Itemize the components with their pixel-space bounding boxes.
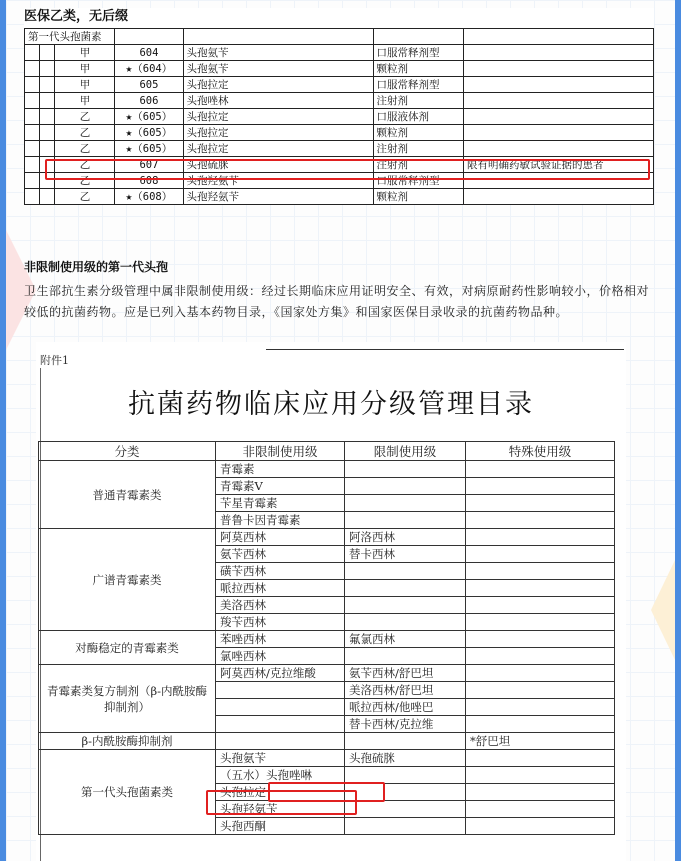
unrestricted-cell — [216, 682, 345, 699]
note-cell — [463, 61, 653, 77]
special-cell — [466, 801, 615, 818]
drug-name-cell: 头孢羟氨苄 — [183, 189, 373, 205]
blank-cell — [40, 141, 55, 157]
restricted-cell — [345, 580, 466, 597]
annex-label: 附件1 — [40, 354, 69, 367]
table-row — [25, 61, 654, 77]
number-cell — [115, 125, 183, 141]
drug-name-cell: 头孢拉定 — [183, 141, 373, 157]
blank-cell — [25, 77, 40, 93]
category-cell: 甲 — [55, 45, 115, 61]
table-row — [25, 109, 654, 125]
category-cell: 甲 — [55, 93, 115, 109]
table-row — [39, 733, 615, 750]
table-row — [25, 141, 654, 157]
group-name-cell: 广谱青霉素类 — [39, 529, 216, 631]
number-cell — [115, 61, 183, 77]
restricted-cell — [345, 801, 466, 818]
special-cell — [466, 682, 615, 699]
blank-cell — [25, 189, 40, 205]
number-cell — [115, 93, 183, 109]
number-text: 607 — [139, 159, 159, 171]
unrestricted-cell: 头孢拉定 — [216, 784, 345, 801]
dosage-form-cell: 口服常释剂型 — [373, 77, 463, 93]
group-name-cell: 普通青霉素类 — [39, 461, 216, 529]
blank-cell — [40, 45, 55, 61]
section-title: 医保乙类，无后缀 — [24, 9, 129, 24]
drug-name-cell: 头孢氨苄 — [183, 61, 373, 77]
number-text: 608 — [139, 175, 159, 187]
star-icon: ★ — [125, 190, 133, 203]
unrestricted-cell: 阿莫西林/克拉维酸 — [216, 665, 345, 682]
blank-cell — [25, 45, 40, 61]
table-row — [25, 125, 654, 141]
blank-cell — [25, 93, 40, 109]
blank-cell — [40, 125, 55, 141]
classification-table-body — [39, 461, 615, 835]
special-cell — [466, 614, 615, 631]
special-cell — [466, 648, 615, 665]
unrestricted-cell: 羧苄西林 — [216, 614, 345, 631]
special-cell — [466, 818, 615, 835]
category-cell: 乙 — [55, 109, 115, 125]
category-cell: 乙 — [55, 189, 115, 205]
special-cell — [466, 478, 615, 495]
number-text: （608） — [132, 191, 173, 203]
header-category: 分类 — [39, 442, 216, 461]
highlight-box-injection-row — [45, 159, 650, 180]
special-cell — [466, 784, 615, 801]
drug-name-cell: 头孢氨苄 — [183, 45, 373, 61]
restricted-cell — [345, 818, 466, 835]
special-cell — [466, 546, 615, 563]
star-icon: ★ — [125, 142, 133, 155]
special-cell — [466, 529, 615, 546]
star-icon: ★ — [125, 110, 133, 123]
scanned-document — [36, 342, 626, 861]
unrestricted-cell — [216, 716, 345, 733]
restricted-cell: 替卡西林 — [345, 546, 466, 563]
restricted-cell — [345, 512, 466, 529]
unrestricted-cell: 头孢氨苄 — [216, 750, 345, 767]
drug-name-cell: 头孢唑林 — [183, 93, 373, 109]
dosage-form-cell: 注射剂 — [373, 157, 463, 173]
note-cell: 限有明确药敏试验证据的患者 — [463, 157, 653, 173]
category-cell: 乙 — [55, 157, 115, 173]
note-cell — [463, 109, 653, 125]
unrestricted-cell: 苄星青霉素 — [216, 495, 345, 512]
category-cell: 乙 — [55, 173, 115, 189]
blank-cell — [25, 173, 40, 189]
blank-cell — [25, 125, 40, 141]
restricted-cell — [345, 648, 466, 665]
special-cell — [466, 665, 615, 682]
star-icon: ★ — [125, 126, 133, 139]
header-special: 特殊使用级 — [466, 442, 615, 461]
special-cell: *舒巴坦 — [466, 733, 615, 750]
blank-cell — [40, 61, 55, 77]
unrestricted-cell: 磺苄西林 — [216, 563, 345, 580]
note-cell — [463, 141, 653, 157]
restricted-cell: 替卡西林/克拉维 — [345, 716, 466, 733]
number-text: （605） — [132, 143, 173, 155]
special-cell — [466, 699, 615, 716]
unrestricted-cell: 美洛西林 — [216, 597, 345, 614]
unrestricted-cell: 氨苄西林 — [216, 546, 345, 563]
blank-cell — [40, 77, 55, 93]
note-cell — [463, 125, 653, 141]
number-text: （605） — [132, 111, 173, 123]
table-row — [25, 45, 654, 61]
number-cell — [115, 189, 183, 205]
top-divider — [266, 349, 624, 350]
table-row — [39, 529, 615, 546]
number-cell — [115, 109, 183, 125]
unrestricted-cell: 青霉素V — [216, 478, 345, 495]
dosage-form-cell: 颗粒剂 — [373, 189, 463, 205]
restricted-cell — [345, 767, 466, 784]
restricted-cell — [345, 597, 466, 614]
group-name-cell: 对酶稳定的青霉素类 — [39, 631, 216, 665]
classification-table — [38, 441, 615, 835]
header-restricted: 限制使用级 — [345, 442, 466, 461]
blank-cell — [25, 141, 40, 157]
dosage-form-cell: 颗粒剂 — [373, 125, 463, 141]
dosage-form-cell: 颗粒剂 — [373, 61, 463, 77]
table-row — [25, 93, 654, 109]
special-cell — [466, 461, 615, 478]
unrestricted-cell: 头孢西酮 — [216, 818, 345, 835]
number-text: 605 — [139, 79, 159, 91]
document-title: 抗菌药物临床应用分级管理目录 — [128, 389, 534, 420]
table-row — [39, 461, 615, 478]
number-text: （605） — [132, 127, 173, 139]
restricted-cell: 氨苄西林/舒巴坦 — [345, 665, 466, 682]
note-cell — [463, 45, 653, 61]
unrestricted-cell — [216, 733, 345, 750]
dosage-form-cell: 口服常释剂型 — [373, 45, 463, 61]
blank-cell — [40, 93, 55, 109]
group-name-cell: 第一代头孢菌素类 — [39, 750, 216, 835]
drug-name-cell: 头孢拉定 — [183, 109, 373, 125]
insurance-table-body — [25, 45, 654, 205]
drug-name-cell: 头孢硫脒 — [183, 157, 373, 173]
table-row — [39, 665, 615, 682]
description-title: 非限制使用级的第一代头孢 — [24, 260, 169, 274]
decorative-shape-right — [651, 560, 675, 660]
description-paragraph: 卫生部抗生素分级管理中属非限制使用级：经过长期临床应用证明安全、有效，对病原耐药性影响较小，价格相对较低的抗菌药物。应是已列入基本药物目录，《国家处方集》和国家医保目录收录的抗菌药物品种。 — [24, 284, 650, 319]
special-cell — [466, 597, 615, 614]
blank-cell — [40, 189, 55, 205]
header-unrestricted: 非限制使用级 — [216, 442, 345, 461]
drug-name-cell: 头孢羟氨苄 — [183, 173, 373, 189]
category-cell: 甲 — [55, 61, 115, 77]
special-cell — [466, 750, 615, 767]
note-cell — [463, 189, 653, 205]
special-cell — [466, 767, 615, 784]
dosage-form-cell: 口服常释剂型 — [373, 173, 463, 189]
restricted-cell: 阿洛西林 — [345, 529, 466, 546]
special-cell — [466, 512, 615, 529]
unrestricted-cell: 普鲁卡因青霉素 — [216, 512, 345, 529]
number-text: （604） — [132, 63, 173, 75]
dosage-form-cell: 口服液体剂 — [373, 109, 463, 125]
note-cell — [463, 93, 653, 109]
restricted-cell — [345, 733, 466, 750]
restricted-cell — [345, 614, 466, 631]
star-icon: ★ — [125, 62, 133, 75]
table-row — [39, 750, 615, 767]
restricted-cell — [345, 495, 466, 512]
drug-name-cell: 头孢拉定 — [183, 125, 373, 141]
blank-cell — [25, 157, 40, 173]
dosage-form-cell: 注射剂 — [373, 93, 463, 109]
special-cell — [466, 563, 615, 580]
number-cell — [115, 77, 183, 93]
table-subheader — [25, 29, 654, 45]
dosage-form-cell: 注射剂 — [373, 141, 463, 157]
unrestricted-cell: 苯唑西林 — [216, 631, 345, 648]
table-row — [25, 189, 654, 205]
category-cell: 乙 — [55, 125, 115, 141]
unrestricted-cell: 氯唑西林 — [216, 648, 345, 665]
blank-cell — [25, 109, 40, 125]
special-cell — [466, 631, 615, 648]
number-text: 606 — [139, 95, 159, 107]
unrestricted-cell — [216, 699, 345, 716]
drug-name-cell: 头孢拉定 — [183, 77, 373, 93]
restricted-cell: 头孢硫脒 — [345, 750, 466, 767]
restricted-cell: 美洛西林/舒巴坦 — [345, 682, 466, 699]
special-cell — [466, 716, 615, 733]
unrestricted-cell: 哌拉西林 — [216, 580, 345, 597]
highlight-box-cefradine — [206, 790, 357, 815]
description-section — [24, 258, 658, 323]
classification-header — [39, 442, 615, 461]
unrestricted-cell: 头孢羟氨苄 — [216, 801, 345, 818]
restricted-cell — [345, 461, 466, 478]
restricted-cell — [345, 478, 466, 495]
category-cell: 甲 — [55, 77, 115, 93]
special-cell — [466, 495, 615, 512]
number-cell — [115, 141, 183, 157]
group-name-cell: β-内酰胺酶抑制剂 — [39, 733, 216, 750]
restricted-cell: 哌拉西林/他唑巴 — [345, 699, 466, 716]
number-cell — [115, 45, 183, 61]
blank-cell — [40, 109, 55, 125]
group-name-cell: 青霉素类复方制剂（β-内酰胺酶抑制剂） — [39, 665, 216, 733]
restricted-cell: 氟氯西林 — [345, 631, 466, 648]
restricted-cell — [345, 563, 466, 580]
subheader-cell: 第一代头孢菌素 — [25, 29, 115, 45]
unrestricted-cell: （五水）头孢唑啉 — [216, 767, 345, 784]
number-text: 604 — [139, 47, 159, 59]
unrestricted-cell: 青霉素 — [216, 461, 345, 478]
category-cell: 乙 — [55, 141, 115, 157]
special-cell — [466, 580, 615, 597]
table-row — [39, 631, 615, 648]
blank-cell — [25, 61, 40, 77]
table-row — [25, 77, 654, 93]
note-cell — [463, 77, 653, 93]
unrestricted-cell: 阿莫西林 — [216, 529, 345, 546]
